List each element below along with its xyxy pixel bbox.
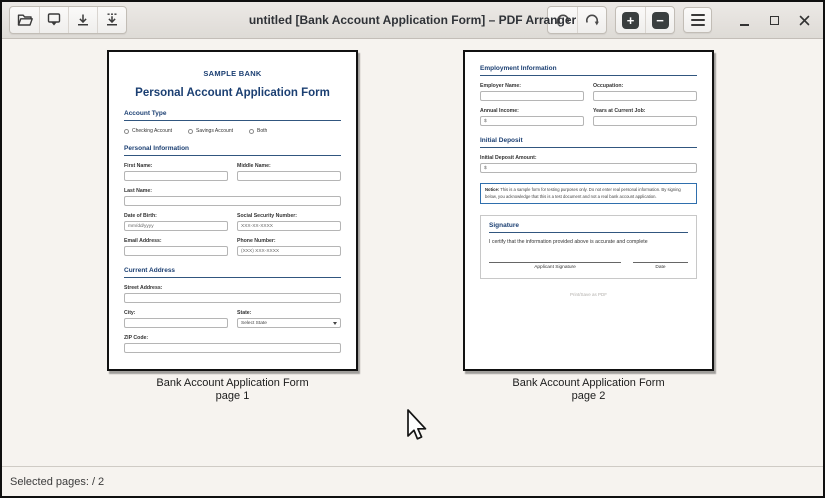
import-icon xyxy=(46,12,62,28)
dob-field xyxy=(124,213,228,231)
text-input xyxy=(480,91,584,101)
radio-option-checking xyxy=(124,128,172,134)
text-input xyxy=(593,91,697,101)
text-input: $ xyxy=(480,116,584,126)
minimize-icon xyxy=(740,24,749,26)
form-row xyxy=(124,310,341,328)
deposit-amount-field xyxy=(480,155,697,173)
certify-text: I certify that the information provided above is accurate and complete xyxy=(489,239,648,245)
zoom-in-icon: + xyxy=(622,12,639,29)
section-header-signature: Signature xyxy=(489,222,688,233)
text-input xyxy=(124,171,228,181)
zoom-out-button[interactable] xyxy=(645,7,674,33)
field-label: ZIP Code: xyxy=(124,335,149,341)
form-row xyxy=(124,238,341,256)
chevron-down-icon xyxy=(333,322,337,325)
select-value: Select State xyxy=(241,320,267,326)
text-input: $ xyxy=(480,163,697,173)
text-input: (XXX) XXX-XXXX xyxy=(237,246,341,256)
occupation-field xyxy=(593,83,697,101)
radio-label: Checking Account xyxy=(132,128,173,134)
street-field xyxy=(124,285,341,303)
notice-text: This is a sample form for testing purposes only. Do not enter real personal information. By signing below, you acknowledge that this is a test document and not a real bank account application. xyxy=(485,187,681,199)
caption-title: Bank Account Application Form xyxy=(156,377,309,389)
signature-lines xyxy=(489,262,688,270)
state-select xyxy=(237,318,341,328)
field-label: Initial Deposit Amount: xyxy=(480,155,537,161)
text-input xyxy=(124,196,341,206)
first-name-field xyxy=(124,163,228,181)
account-type-options xyxy=(124,128,341,134)
page-1-caption xyxy=(107,377,358,403)
page-1-thumbnail[interactable] xyxy=(107,50,358,371)
open-button[interactable] xyxy=(10,7,39,33)
print-save-link: Print/Save as PDF xyxy=(569,292,607,297)
headerbar-right xyxy=(547,6,816,34)
zoom-in-button[interactable] xyxy=(616,7,645,33)
close-icon xyxy=(799,15,810,26)
caption-page-number: page 1 xyxy=(215,390,250,402)
field-label: Middle Name: xyxy=(237,163,271,169)
page-1-cell xyxy=(107,50,358,403)
middle-name-field xyxy=(237,163,341,181)
text-input xyxy=(124,318,228,328)
caption-title: Bank Account Application Form xyxy=(512,377,665,389)
text-input xyxy=(237,171,341,181)
import-button[interactable] xyxy=(39,7,68,33)
text-input xyxy=(124,343,341,353)
window-title: untitled [Bank Account Application Form] – PDF Arranger xyxy=(248,13,577,27)
form-row xyxy=(480,83,697,101)
redo-button[interactable] xyxy=(577,7,606,33)
save-button[interactable] xyxy=(68,7,97,33)
applicant-signature-line: Applicant Signature xyxy=(489,262,621,270)
radio-option-both xyxy=(249,128,267,134)
field-label: Street Address: xyxy=(124,285,163,291)
signature-box xyxy=(480,215,697,279)
last-name-field xyxy=(124,188,341,206)
form-row xyxy=(124,163,341,181)
notice-label: Notice: xyxy=(485,187,500,192)
radio-option-savings xyxy=(188,128,233,134)
arrow-cursor-icon xyxy=(404,408,428,444)
radio-label: Both xyxy=(257,128,268,134)
maximize-icon xyxy=(770,16,779,25)
text-input xyxy=(593,116,697,126)
field-label: City: xyxy=(124,310,136,316)
field-label: Annual Income: xyxy=(480,108,519,114)
field-label: Employer Name: xyxy=(480,83,521,89)
selected-pages-text: Selected pages: / 2 xyxy=(10,475,105,488)
zoom-group xyxy=(615,6,675,34)
phone-field xyxy=(237,238,341,256)
form-title: Personal Account Application Form xyxy=(135,87,330,99)
field-label: Phone Number: xyxy=(237,238,276,244)
section-header-personal-info: Personal Information xyxy=(124,145,341,156)
save-icon xyxy=(75,12,91,28)
page-2-caption xyxy=(463,377,714,403)
minimize-button[interactable] xyxy=(732,7,756,33)
folder-open-icon xyxy=(17,12,33,28)
employer-field xyxy=(480,83,584,101)
form-row xyxy=(480,108,697,126)
zip-field xyxy=(124,335,341,353)
section-header-employment: Employment Information xyxy=(480,65,697,76)
section-header-initial-deposit: Initial Deposit xyxy=(480,137,697,148)
menu-button[interactable] xyxy=(683,7,712,33)
hamburger-icon xyxy=(691,14,705,26)
text-input: XXX-XX-XXXX xyxy=(237,221,341,231)
radio-icon xyxy=(124,129,129,134)
text-input xyxy=(124,293,341,303)
state-field xyxy=(237,310,341,328)
field-label: Occupation: xyxy=(593,83,624,89)
form-row xyxy=(124,213,341,231)
statusbar xyxy=(2,466,823,496)
ssn-field xyxy=(237,213,341,231)
field-label: State: xyxy=(237,310,252,316)
pages-canvas[interactable] xyxy=(2,40,823,466)
email-field xyxy=(124,238,228,256)
save-as-button[interactable] xyxy=(97,7,126,33)
income-field xyxy=(480,108,584,126)
city-field xyxy=(124,310,228,328)
zoom-out-icon: − xyxy=(652,12,669,29)
section-header-account-type: Account Type xyxy=(124,110,341,121)
close-button[interactable] xyxy=(792,7,816,33)
page-2-cell xyxy=(463,50,714,403)
years-field xyxy=(593,108,697,126)
redo-icon xyxy=(584,12,600,28)
section-header-current-address: Current Address xyxy=(124,267,341,278)
maximize-button[interactable] xyxy=(762,7,786,33)
field-label: Email Address: xyxy=(124,238,162,244)
field-label: First Name: xyxy=(124,163,153,169)
save-as-icon xyxy=(104,12,120,28)
headerbar xyxy=(2,2,823,39)
window-controls xyxy=(732,7,816,33)
page-2-thumbnail[interactable] xyxy=(463,50,714,371)
notice-box xyxy=(480,183,697,204)
field-label: Years at Current Job: xyxy=(593,108,646,114)
radio-icon xyxy=(188,129,193,134)
field-label: Last Name: xyxy=(124,188,152,194)
field-label: Date of Birth: xyxy=(124,213,157,219)
radio-icon xyxy=(249,129,254,134)
text-input xyxy=(124,246,228,256)
radio-label: Savings Account xyxy=(196,128,233,134)
field-label: Social Security Number: xyxy=(237,213,297,219)
text-input: mm/dd/yyyy xyxy=(124,221,228,231)
date-line: Date xyxy=(633,262,688,270)
file-actions-group xyxy=(9,6,127,34)
bank-name: SAMPLE BANK xyxy=(203,69,262,78)
caption-page-number: page 2 xyxy=(571,390,606,402)
